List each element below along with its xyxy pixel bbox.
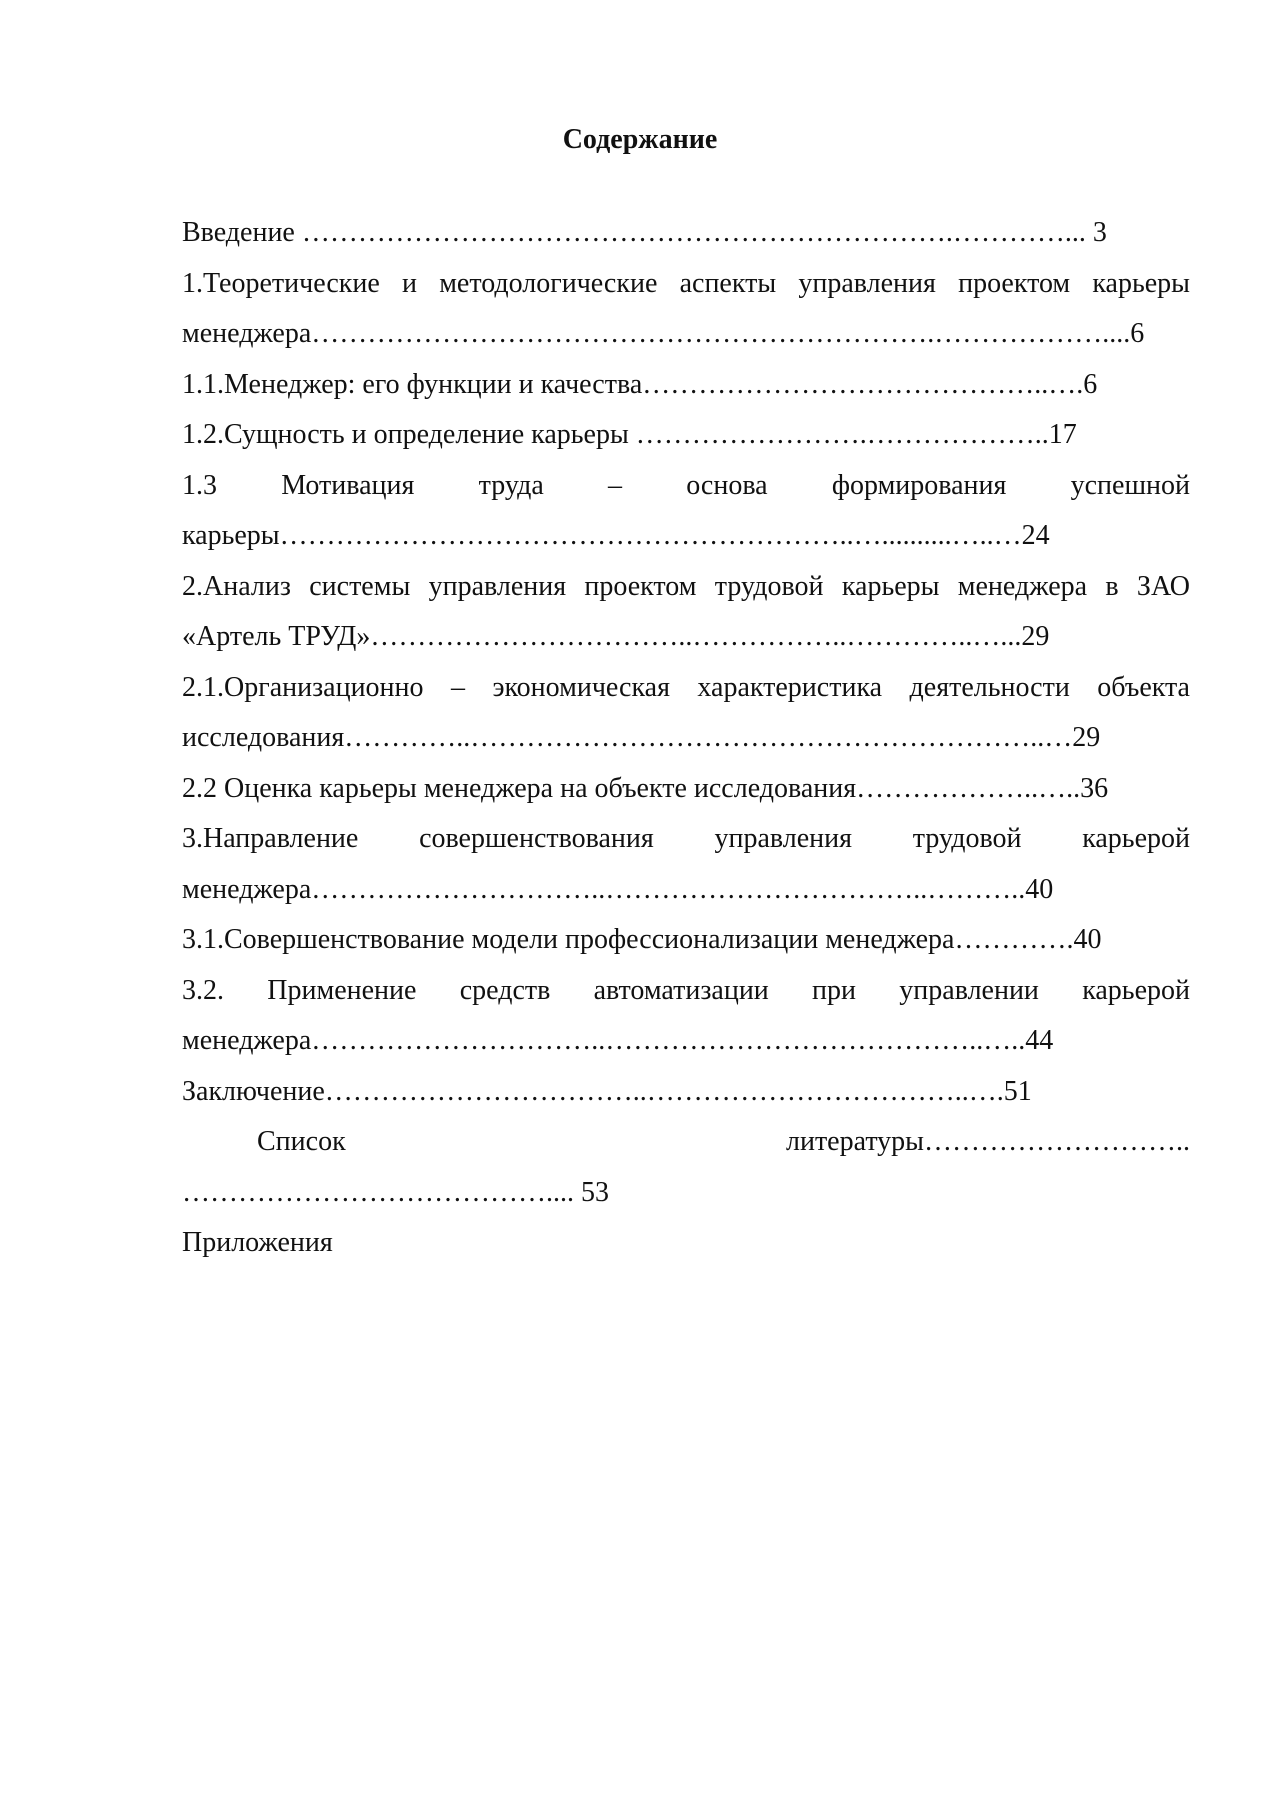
- toc-entry-section-2-1-continued: исследования…………..……………………………………………………..…29: [182, 722, 1101, 753]
- toc-entry-references-continued: ………………………………….... 53: [182, 1176, 609, 1208]
- toc-entry-section-1-3: 1.3 Мотивация труда – основа формирования успешной: [182, 469, 1190, 501]
- toc-entry-references: Список литературы………………………..: [257, 1126, 1190, 1157]
- toc-entry-section-2-2: 2.2 Оценка карьеры менеджера на объекте исследования………………..…..36: [182, 772, 1109, 804]
- toc-entry-chapter-1: 1.Теоретические и методологические аспекты управления проектом карьеры: [182, 267, 1190, 299]
- toc-entry-section-1-2: 1.2.Сущность и определение карьеры …………………….………………..17: [182, 419, 1077, 450]
- toc-entry-section-3-2-continued: менеджера…………………………..…………………………………..…..44: [182, 1025, 1054, 1056]
- toc-entry-chapter-2: 2.Анализ системы управления проектом трудовой карьеры менеджера в ЗАО: [182, 570, 1190, 602]
- table-of-contents: [182, 208, 1190, 1269]
- toc-entry-section-3-1: 3.1.Совершенствование модели профессионализации менеджера………….40: [182, 924, 1102, 955]
- toc-entry-chapter-3-continued: менеджера…………………………..……………………………..………..40: [182, 873, 1054, 905]
- toc-entry-intro: Введение …………………………………………………………….…………... 3: [182, 217, 1107, 248]
- page-title: Содержание: [562, 124, 718, 155]
- toc-entry-section-3-2: 3.2. Применение средств автоматизации при управлении карьерой: [182, 974, 1190, 1006]
- toc-entry-section-1-1: 1.1.Менеджер: его функции и качества……………………………………..….6: [182, 368, 1098, 400]
- toc-entry-chapter-1-continued: менеджера………………………………………………………….………………....6: [182, 318, 1145, 349]
- toc-entry-chapter-3: 3.Направление совершенствования управления трудовой карьерой: [182, 823, 1190, 854]
- toc-entry-conclusion: Заключение……………………………..……………………………..….51: [182, 1075, 1032, 1107]
- toc-entry-appendices: Приложения: [182, 1227, 333, 1258]
- toc-entry-section-2-1: 2.1.Организационно – экономическая характеристика деятельности объекта: [182, 671, 1190, 703]
- toc-entry-section-1-3-continued: карьеры……………………………………………………..…..........…..…24: [182, 520, 1050, 551]
- toc-entry-chapter-2-continued: «Артель ТРУД»……………………………..……………..…………..…...29: [182, 621, 1050, 652]
